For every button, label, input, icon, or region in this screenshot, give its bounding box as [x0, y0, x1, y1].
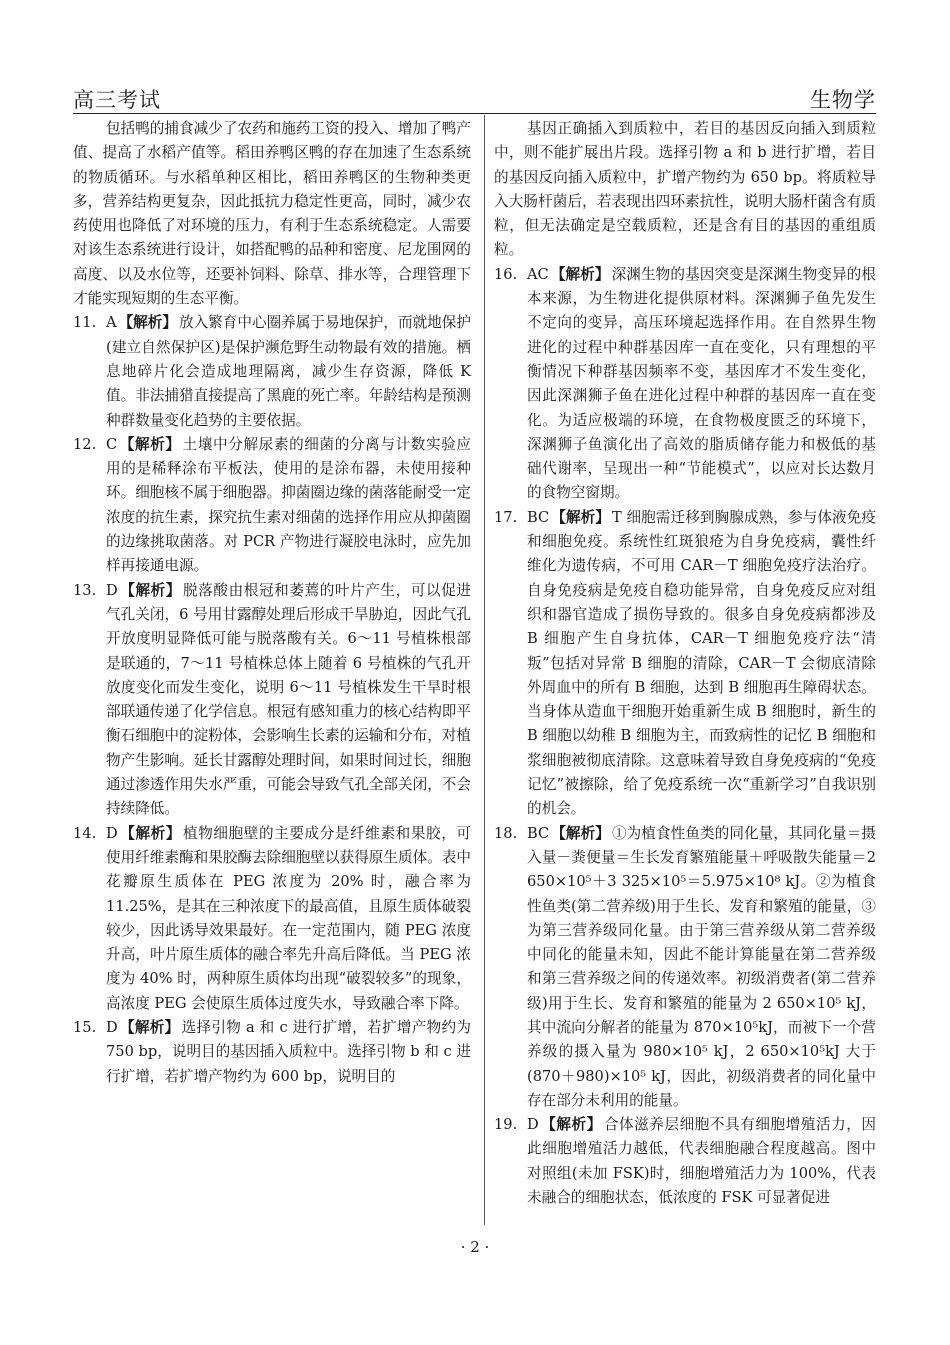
item-explanation: 深渊生物的基因突变是深渊生物变异的根本来源，为生物进化提供原材料。深渊狮子鱼先发生不定向的变异，高压环境起选择作用。在自然界生物进化的过程中种群基因库一直在变化，只有理想的平衡情况下种群基因频率不变，基因库才不发生变化，因此深渊狮子鱼在进化过程中种群的基因库一直在变化。为适应极端的环境，在食物极度匮乏的环境下，深渊狮子鱼演化出了高效的脂质储存能力和极低的基础代谢率，呈现出一种“节能模式”，以应对长达数月的食物空窗期。 [527, 265, 876, 502]
item-answer: C [106, 435, 118, 453]
item-number: 12. [73, 435, 97, 453]
header-subject: 生物学 [810, 88, 876, 112]
item-explanation: 选择引物 a 和 c 进行扩增，若扩增产物约为 750 bp，说明目的基因插入质粒中。选择引物 b 和 c 进行扩增，若扩增产物约为 600 bp，说明目的 [106, 1018, 471, 1085]
left-column [73, 117, 471, 1089]
item-answer: D [106, 1018, 118, 1036]
item-answer: BC [527, 508, 550, 526]
analysis-tag: 【解析】 [550, 265, 610, 283]
column-divider [484, 115, 485, 1225]
item-explanation: 土壤中分解尿素的细菌的分离与计数实验应用的是稀释涂布平板法，使用的是涂布器，未使用接种环。细胞核不属于细胞器。抑菌圈边缘的菌落能耐受一定浓度的抗生素，探究抗生素对细菌的选择作用应从抑菌圈的边缘挑取菌落。对 PCR 产物进行凝胶电泳时，应先加样再接通电源。 [106, 435, 471, 575]
item-answer: BC [527, 824, 550, 842]
analysis-tag: 【解析】 [119, 824, 182, 842]
answer-item-13 [73, 579, 471, 822]
header-exam-title: 高三考试 [73, 88, 161, 112]
item-answer: D [527, 1116, 539, 1134]
item-explanation: 合体滋养层细胞不具有细胞增殖活力，因此细胞增殖活力越低，代表细胞融合程度越高。图中对照组(未加 FSK)时，细胞增殖活力为 100%，代表未融合的细胞状态，低浓度的 FSK 可显著促进 [527, 1116, 876, 1207]
item-number: 18. [494, 824, 518, 842]
analysis-tag: 【解析】 [118, 314, 177, 332]
answer-item-12 [73, 433, 471, 579]
right-continuation-paragraph: 基因正确插入到质粒中，若目的基因反向插入到质粒中，则不能扩展出片段。选择引物 a 和 b 进行扩增，若目的基因反向插入质粒中，扩增产物约为 650 bp。将质粒导入大肠杆菌后，若表现出四环素抗性，说明大肠杆菌含有质粒，但无法确定是空载质粒，还是含有目的基因的重组质粒。 [494, 120, 876, 259]
answer-item-14 [73, 822, 471, 1016]
answer-item-18 [494, 822, 876, 1114]
answer-item-11 [73, 311, 471, 432]
answer-item-19 [494, 1113, 876, 1210]
analysis-tag: 【解析】 [119, 435, 181, 453]
item-answer: AC [527, 265, 549, 283]
page-number: · 2 · [460, 1238, 490, 1256]
item-explanation: T 细胞需迁移到胸腺成熟，参与体液免疫和细胞免疫。系统性红斑狼疮为自身免疫病，囊性纤维化为遗传病，不可用 CAR－T 细胞免疫疗法治疗。自身免疫病是免疫自稳功能异常，自身免疫反应对组织和器官造成了损伤导致的。很多自身免疫病都涉及 B 细胞产生自身抗体，CAR－T 细胞免疫疗法“清叛”包括对异常 B 细胞的清除，CAR－T 会彻底清除外周血中的所有 B 细胞，达到 B 细胞再生障碍状态。当身体从造血干细胞开始重新生成 B 细胞时，新生的 B 细胞以幼稚 B 细胞为主，而致病性的记忆 B 细胞和浆细胞被彻底清除。这意味着导致自身免疫病的“免疫记忆”被擦除，给了免疫系统一次“重新学习”自我识别的机会。 [527, 508, 876, 818]
item-number: 15. [73, 1018, 97, 1036]
analysis-tag: 【解析】 [119, 1018, 180, 1036]
header-rule [73, 113, 876, 114]
answer-item-16 [494, 263, 876, 506]
item-answer: A [106, 314, 117, 332]
answer-item-17 [494, 506, 876, 822]
item-explanation: ①为植食性鱼类的同化量，其同化量＝摄入量－粪便量＝生长发育繁殖能量＋呼吸散失能量＝2 650×10⁵＋3 325×10⁵＝5.975×10⁸ kJ。②为植食性鱼类(第二营养级)用于生长、发育和繁殖的能量，③为第三营养级同化量。由于第三营养级从第二营养级中同化的能量未知，因此不能计算能量在第二营养级和第三营养级之间的传递效率。初级消费者(第二营养级)用于生长、发育和繁殖的能量为 2 650×10⁵ kJ，其中流向分解者的能量为 870×10⁵kJ，而被下一个营养级的摄入量为 980×10⁵ kJ，2 650×10⁵kJ 大于(870＋980)×10⁵ kJ，因此，初级消费者的同化量中存在部分未利用的能量。 [527, 824, 876, 1109]
item-number: 16. [494, 265, 518, 283]
item-answer: D [106, 581, 118, 599]
item-explanation: 植物细胞壁的主要成分是纤维素和果胶，可使用纤维素酶和果胶酶去除细胞壁以获得原生质体。表中花瓣原生质体在 PEG 浓度为 20% 时，融合率为 11.25%，是其在三种浓度下的最高值，且原生质体破裂较少，因此诱导效果最好。在一定范围内，随 PEG 浓度升高，叶片原生质体的融合率先升高后降低。当 PEG 浓度为 40% 时，两种原生质体均出现“破裂较多”的现象，高浓度 PEG 会使原生质体过度失水，导致融合率下降。 [106, 824, 471, 1012]
item-answer: D [106, 824, 118, 842]
right-column [494, 117, 876, 1210]
analysis-tag: 【解析】 [540, 1116, 602, 1134]
item-number: 14. [73, 824, 97, 842]
analysis-tag: 【解析】 [119, 581, 182, 599]
item-number: 19. [494, 1116, 518, 1134]
item-explanation: 脱落酸由根冠和萎蔫的叶片产生，可以促进气孔关闭，6 号用甘露醇处理后形成干旱胁迫，因此气孔开放度明显降低可能与脱落酸有关。6～11 号植株根部是联通的，7～11 号植株总体上随着 6 号植株的气孔开放度变化而发生变化，说明 6～11 号植株发生干旱时根部联通传递了化学信息。根冠有感知重力的核心结构即平衡石细胞中的淀粉体，会影响生长素的运输和分布，对植物产生影响。延长甘露醇处理时间，如果时间过长，细胞通过渗透作用失水严重，可能会导致气孔全部关闭，不会持续降低。 [106, 581, 471, 818]
analysis-tag: 【解析】 [551, 824, 610, 842]
left-continuation-paragraph: 包括鸭的捕食减少了农药和施药工资的投入、增加了鸭产值、提高了水稻产值等。稻田养鸭区鸭的存在加速了生态系统的物质循环。与水稻单种区相比，稻田养鸭区的生物种类更多，营养结构更复杂，因此抵抗力稳定性更高，同时，减少农药使用也降低了对环境的压力，有利于生态系统稳定。人需要对该生态系统进行设计，如搭配鸭的品种和密度、尼龙围网的高度、以及水位等，还要补饲料、除草、排水等，合理管理下才能实现短期的生态平衡。 [73, 120, 471, 308]
item-number: 13. [73, 581, 97, 599]
answer-item-15 [73, 1016, 471, 1089]
item-explanation: 放入繁育中心圈养属于易地保护，而就地保护(建立自然保护区)是保护濒危野生动物最有效的措施。栖息地碎片化会造成地理隔离，减少生存资源，降低 K 值。非法捕猎直接提高了黑鹿的死亡率。年龄结构是预测种群数量变化趋势的主要依据。 [106, 314, 471, 429]
item-number: 17. [494, 508, 518, 526]
item-number: 11. [73, 314, 97, 332]
analysis-tag: 【解析】 [551, 508, 610, 526]
